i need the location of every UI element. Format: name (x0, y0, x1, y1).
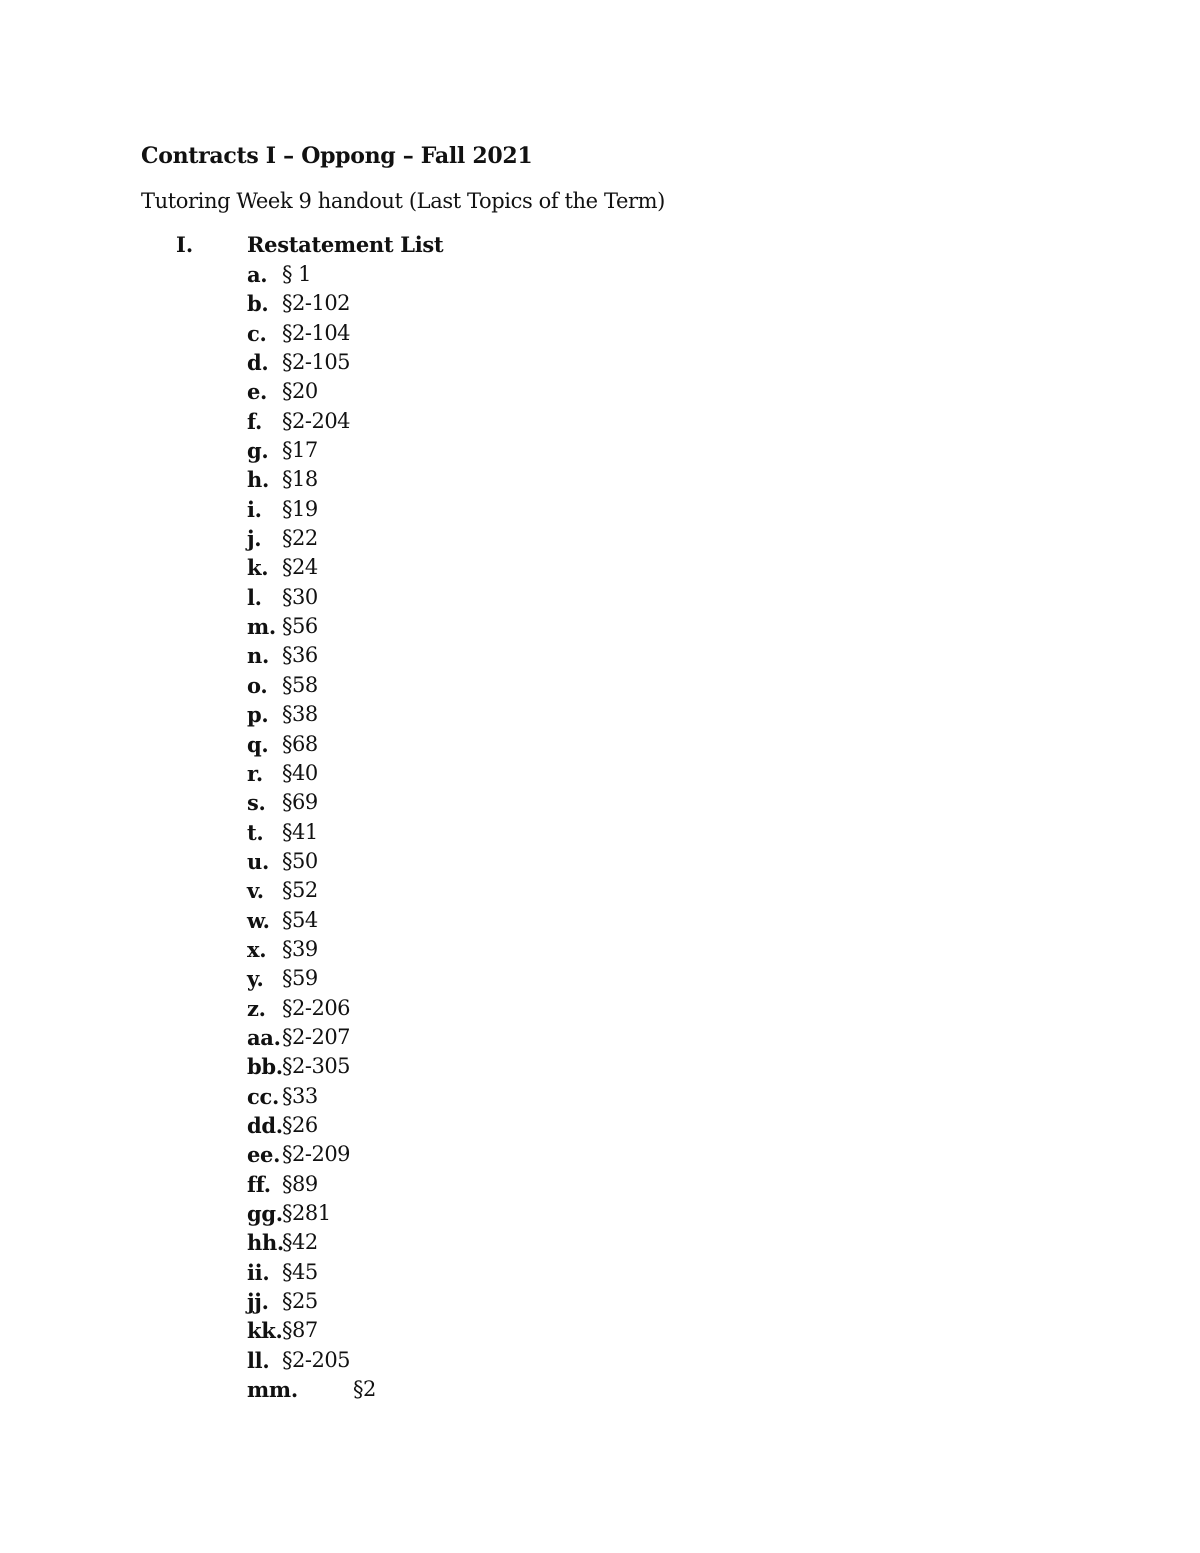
list-value: §36 (282, 643, 318, 668)
document-title: Contracts I – Oppong – Fall 2021 (141, 143, 533, 169)
list-marker: z. (247, 995, 266, 1021)
list-value: §281 (282, 1201, 331, 1225)
list-marker: x. (247, 936, 267, 962)
list-value: §59 (282, 966, 318, 991)
list-value: §89 (282, 1171, 318, 1196)
list-marker: bb. (247, 1054, 283, 1080)
list-marker: kk. (247, 1318, 283, 1344)
list-marker: ll. (247, 1347, 270, 1373)
list-marker: c. (247, 320, 267, 346)
list-marker: ii. (247, 1259, 270, 1285)
list-marker: b. (247, 291, 269, 317)
list-value: §2-209 (282, 1142, 351, 1167)
list-marker: w. (247, 907, 270, 933)
list-marker: y. (247, 966, 264, 992)
list-marker: o. (247, 672, 268, 698)
list-value: §24 (282, 555, 318, 580)
list-value: §30 (282, 584, 318, 609)
list-value: §26 (282, 1112, 318, 1137)
list-marker: d. (247, 350, 269, 376)
list-value: §40 (282, 760, 318, 785)
list-value: §2-102 (282, 291, 351, 316)
list-value: §2-204 (282, 408, 351, 433)
list-value: §56 (282, 614, 318, 639)
list-marker: l. (247, 584, 262, 610)
list-value: §2-206 (282, 995, 351, 1020)
list-marker: u. (247, 848, 269, 874)
list-marker: t. (247, 819, 264, 845)
list-value: §25 (282, 1289, 318, 1314)
document-subtitle: Tutoring Week 9 handout (Last Topics of the Term) (141, 189, 665, 213)
list-marker: p. (247, 702, 269, 728)
list-value: §68 (282, 731, 318, 756)
list-value: §42 (282, 1230, 318, 1255)
list-marker: a. (247, 262, 268, 287)
list-marker: q. (247, 731, 269, 757)
list-value: §22 (282, 526, 318, 551)
list-marker: dd. (247, 1112, 283, 1138)
list-value: §17 (282, 438, 318, 463)
list-value: §2 (353, 1377, 376, 1402)
list-value: §2-104 (282, 320, 351, 345)
list-marker: jj. (247, 1289, 269, 1315)
list-value: §54 (282, 907, 318, 932)
list-value: §2-305 (282, 1054, 351, 1079)
list-value: §41 (282, 819, 318, 844)
list-marker: m. (247, 614, 276, 640)
list-marker: j. (247, 526, 262, 552)
list-marker: r. (247, 760, 263, 786)
list-marker: cc. (247, 1083, 279, 1109)
list-marker: s. (247, 790, 266, 816)
section-numeral: I. (176, 232, 194, 257)
list-marker: f. (247, 408, 262, 434)
list-value: §50 (282, 848, 318, 873)
list-marker: aa. (247, 1024, 281, 1050)
list-marker: hh. (247, 1230, 284, 1256)
list-marker: ee. (247, 1142, 281, 1168)
list-marker: mm. (247, 1377, 298, 1403)
list-marker: v. (247, 878, 264, 904)
list-value: §2-105 (282, 350, 351, 375)
list-marker: k. (247, 555, 269, 581)
list-value: §52 (282, 878, 318, 903)
list-value: §2-205 (282, 1347, 351, 1372)
list-value: §2-207 (282, 1024, 351, 1049)
section-heading: Restatement List (247, 232, 444, 257)
list-marker: g. (247, 438, 269, 464)
list-marker: e. (247, 379, 268, 405)
list-marker: i. (247, 496, 262, 522)
list-marker: gg. (247, 1201, 283, 1226)
list-value: §33 (282, 1083, 318, 1108)
list-value: §45 (282, 1259, 318, 1284)
list-value: §39 (282, 936, 318, 961)
list-value: §87 (282, 1318, 318, 1343)
list-marker: h. (247, 467, 269, 493)
list-value: §19 (282, 496, 318, 521)
list-value: §20 (282, 379, 318, 404)
list-marker: n. (247, 643, 269, 669)
list-value: §58 (282, 672, 318, 697)
list-value: § 1 (282, 262, 312, 286)
list-value: §38 (282, 702, 318, 727)
list-value: §69 (282, 790, 318, 815)
list-value: §18 (282, 467, 318, 492)
list-marker: ff. (247, 1171, 271, 1197)
